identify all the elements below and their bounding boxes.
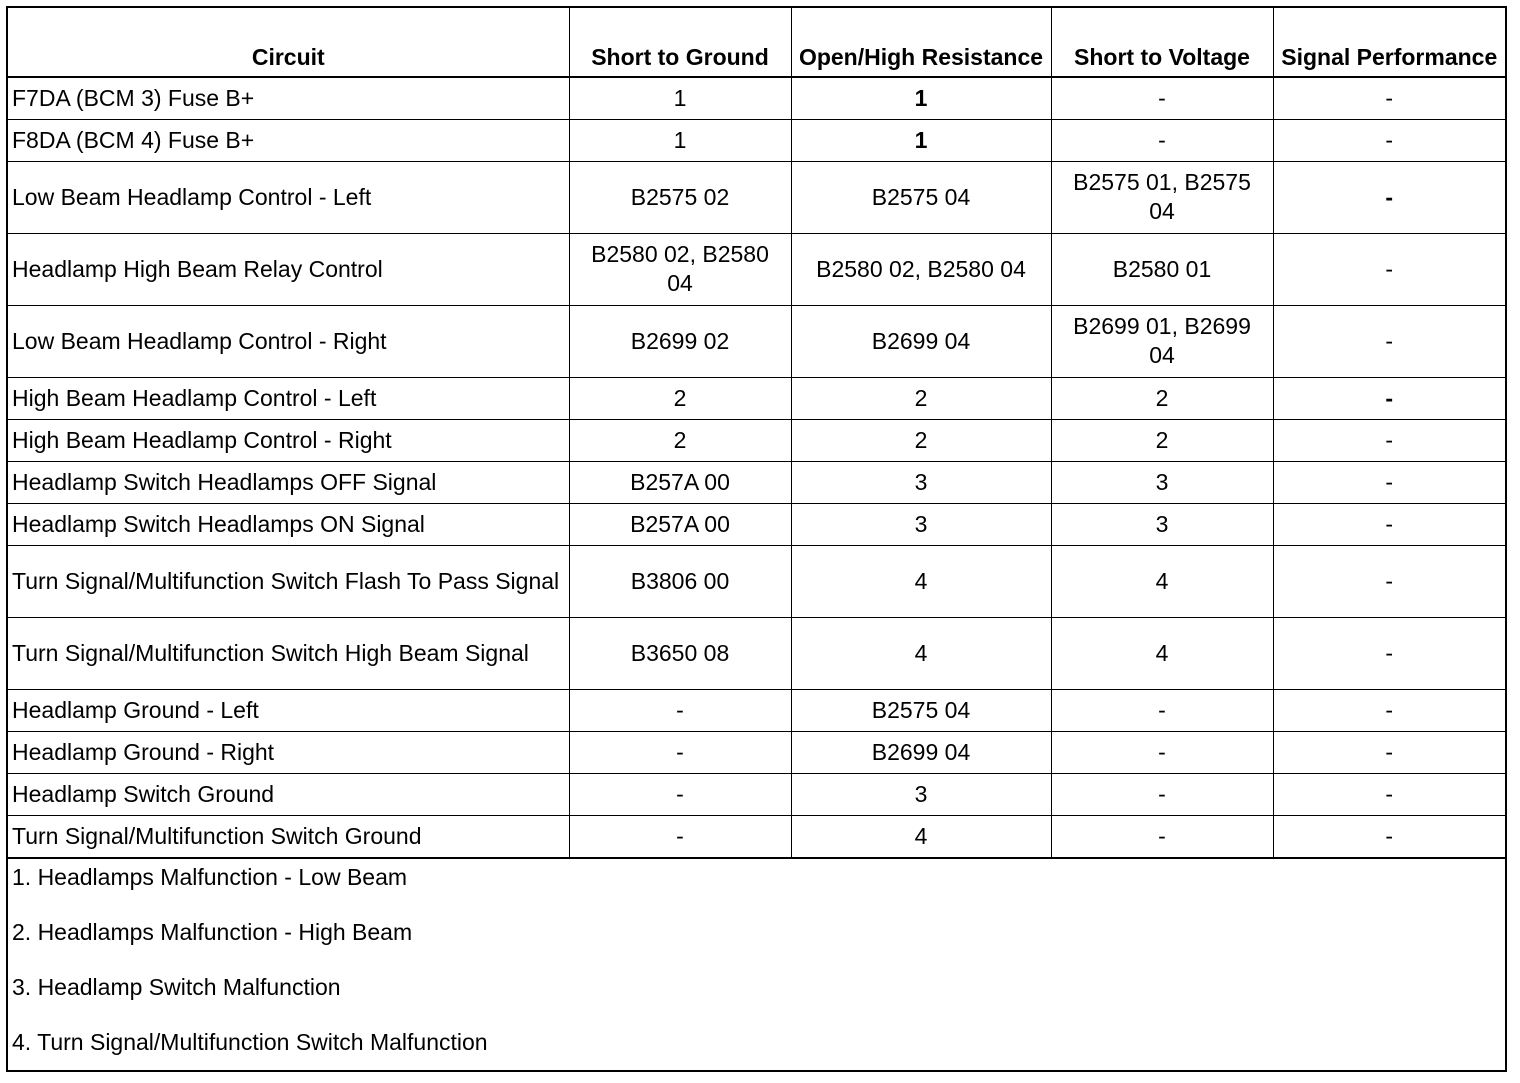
table-row: [8, 617, 1505, 689]
cell-circuit: F8DA (BCM 4) Fuse B+: [8, 119, 569, 161]
cell-circuit: Headlamp High Beam Relay Control: [8, 233, 569, 305]
cell-open-high-resistance: B2580 02, B2580 04: [791, 233, 1051, 305]
table-row: [8, 773, 1505, 815]
cell-short-to-voltage: -: [1051, 77, 1273, 119]
cell-open-high-resistance: 2: [791, 377, 1051, 419]
table-row: [8, 689, 1505, 731]
footnote-4: 4. Turn Signal/Multifunction Switch Malfunction: [12, 1029, 488, 1055]
table-row: [8, 161, 1505, 233]
cell-signal-performance: -: [1273, 815, 1505, 857]
cell-short-to-voltage: B2580 01: [1051, 233, 1273, 305]
table-row: [8, 119, 1505, 161]
table-row: [8, 731, 1505, 773]
cell-short-to-voltage: B2699 01, B2699 04: [1051, 305, 1273, 377]
cell-signal-performance: -: [1273, 377, 1505, 419]
cell-short-to-ground: -: [569, 689, 791, 731]
cell-short-to-ground: B2580 02, B2580 04: [569, 233, 791, 305]
cell-signal-performance: -: [1273, 461, 1505, 503]
cell-short-to-voltage: B2575 01, B2575 04: [1051, 161, 1273, 233]
cell-signal-performance: -: [1273, 233, 1505, 305]
cell-circuit: Headlamp Switch Ground: [8, 773, 569, 815]
cell-open-high-resistance: 4: [791, 545, 1051, 617]
footnote-1: 1. Headlamps Malfunction - Low Beam: [12, 864, 408, 890]
cell-short-to-voltage: -: [1051, 689, 1273, 731]
cell-circuit: Turn Signal/Multifunction Switch Ground: [8, 815, 569, 857]
cell-short-to-ground: B257A 00: [569, 503, 791, 545]
cell-short-to-ground: B2699 02: [569, 305, 791, 377]
cell-short-to-ground: 2: [569, 377, 791, 419]
cell-short-to-ground: -: [569, 773, 791, 815]
table-row: [8, 503, 1505, 545]
cell-short-to-voltage: 3: [1051, 461, 1273, 503]
circuit-diagnostic-table: [6, 6, 1507, 1072]
table-row: [8, 815, 1505, 857]
cell-short-to-voltage: 3: [1051, 503, 1273, 545]
table-row: [8, 233, 1505, 305]
cell-open-high-resistance: 4: [791, 815, 1051, 857]
cell-short-to-voltage: -: [1051, 119, 1273, 161]
table-row: [8, 461, 1505, 503]
header-row: [8, 8, 1505, 77]
cell-short-to-ground: B3650 08: [569, 617, 791, 689]
cell-circuit: Headlamp Ground - Right: [8, 731, 569, 773]
cell-short-to-voltage: -: [1051, 773, 1273, 815]
cell-signal-performance: -: [1273, 503, 1505, 545]
cell-open-high-resistance: 4: [791, 617, 1051, 689]
header-signal-performance: Signal Performance: [1273, 8, 1505, 77]
cell-short-to-ground: 2: [569, 419, 791, 461]
cell-open-high-resistance: 3: [791, 773, 1051, 815]
cell-circuit: Turn Signal/Multifunction Switch Flash To Pass Signal: [8, 545, 569, 617]
cell-short-to-voltage: 2: [1051, 419, 1273, 461]
footnote-2: 2. Headlamps Malfunction - High Beam: [12, 919, 413, 945]
cell-signal-performance: -: [1273, 545, 1505, 617]
header-short-to-ground: Short to Ground: [569, 8, 791, 77]
cell-circuit: F7DA (BCM 3) Fuse B+: [8, 77, 569, 119]
cell-signal-performance: -: [1273, 773, 1505, 815]
cell-circuit: High Beam Headlamp Control - Left: [8, 377, 569, 419]
cell-short-to-ground: 1: [569, 119, 791, 161]
header-circuit: Circuit: [8, 8, 569, 77]
table-row: [8, 545, 1505, 617]
cell-short-to-voltage: -: [1051, 815, 1273, 857]
cell-signal-performance: -: [1273, 119, 1505, 161]
cell-signal-performance: -: [1273, 305, 1505, 377]
circuit-fault-table: [8, 8, 1505, 857]
cell-short-to-voltage: -: [1051, 731, 1273, 773]
cell-short-to-ground: B257A 00: [569, 461, 791, 503]
cell-short-to-ground: B3806 00: [569, 545, 791, 617]
cell-open-high-resistance: B2699 04: [791, 305, 1051, 377]
table-row: [8, 419, 1505, 461]
cell-open-high-resistance: 3: [791, 503, 1051, 545]
header-short-to-voltage: Short to Voltage: [1051, 8, 1273, 77]
cell-short-to-ground: -: [569, 815, 791, 857]
cell-signal-performance: -: [1273, 161, 1505, 233]
cell-signal-performance: -: [1273, 731, 1505, 773]
table-row: [8, 77, 1505, 119]
cell-short-to-voltage: 4: [1051, 617, 1273, 689]
cell-short-to-voltage: 4: [1051, 545, 1273, 617]
cell-open-high-resistance: B2575 04: [791, 689, 1051, 731]
cell-signal-performance: -: [1273, 617, 1505, 689]
cell-open-high-resistance: 1: [791, 119, 1051, 161]
cell-open-high-resistance: 3: [791, 461, 1051, 503]
cell-signal-performance: -: [1273, 77, 1505, 119]
cell-short-to-ground: 1: [569, 77, 791, 119]
table-row: [8, 305, 1505, 377]
cell-circuit: High Beam Headlamp Control - Right: [8, 419, 569, 461]
cell-circuit: Turn Signal/Multifunction Switch High Beam Signal: [8, 617, 569, 689]
header-open-high-resistance: Open/High Resistance: [791, 8, 1051, 77]
cell-circuit: Low Beam Headlamp Control - Left: [8, 161, 569, 233]
cell-open-high-resistance: 1: [791, 77, 1051, 119]
cell-short-to-voltage: 2: [1051, 377, 1273, 419]
cell-signal-performance: -: [1273, 419, 1505, 461]
cell-circuit: Headlamp Switch Headlamps ON Signal: [8, 503, 569, 545]
cell-open-high-resistance: B2575 04: [791, 161, 1051, 233]
cell-short-to-ground: -: [569, 731, 791, 773]
table-row: [8, 377, 1505, 419]
footnotes: [8, 857, 1505, 1083]
cell-circuit: Headlamp Switch Headlamps OFF Signal: [8, 461, 569, 503]
cell-circuit: Headlamp Ground - Left: [8, 689, 569, 731]
cell-circuit: Low Beam Headlamp Control - Right: [8, 305, 569, 377]
footnote-3: 3. Headlamp Switch Malfunction: [12, 974, 341, 1000]
cell-signal-performance: -: [1273, 689, 1505, 731]
cell-short-to-ground: B2575 02: [569, 161, 791, 233]
cell-open-high-resistance: 2: [791, 419, 1051, 461]
cell-open-high-resistance: B2699 04: [791, 731, 1051, 773]
